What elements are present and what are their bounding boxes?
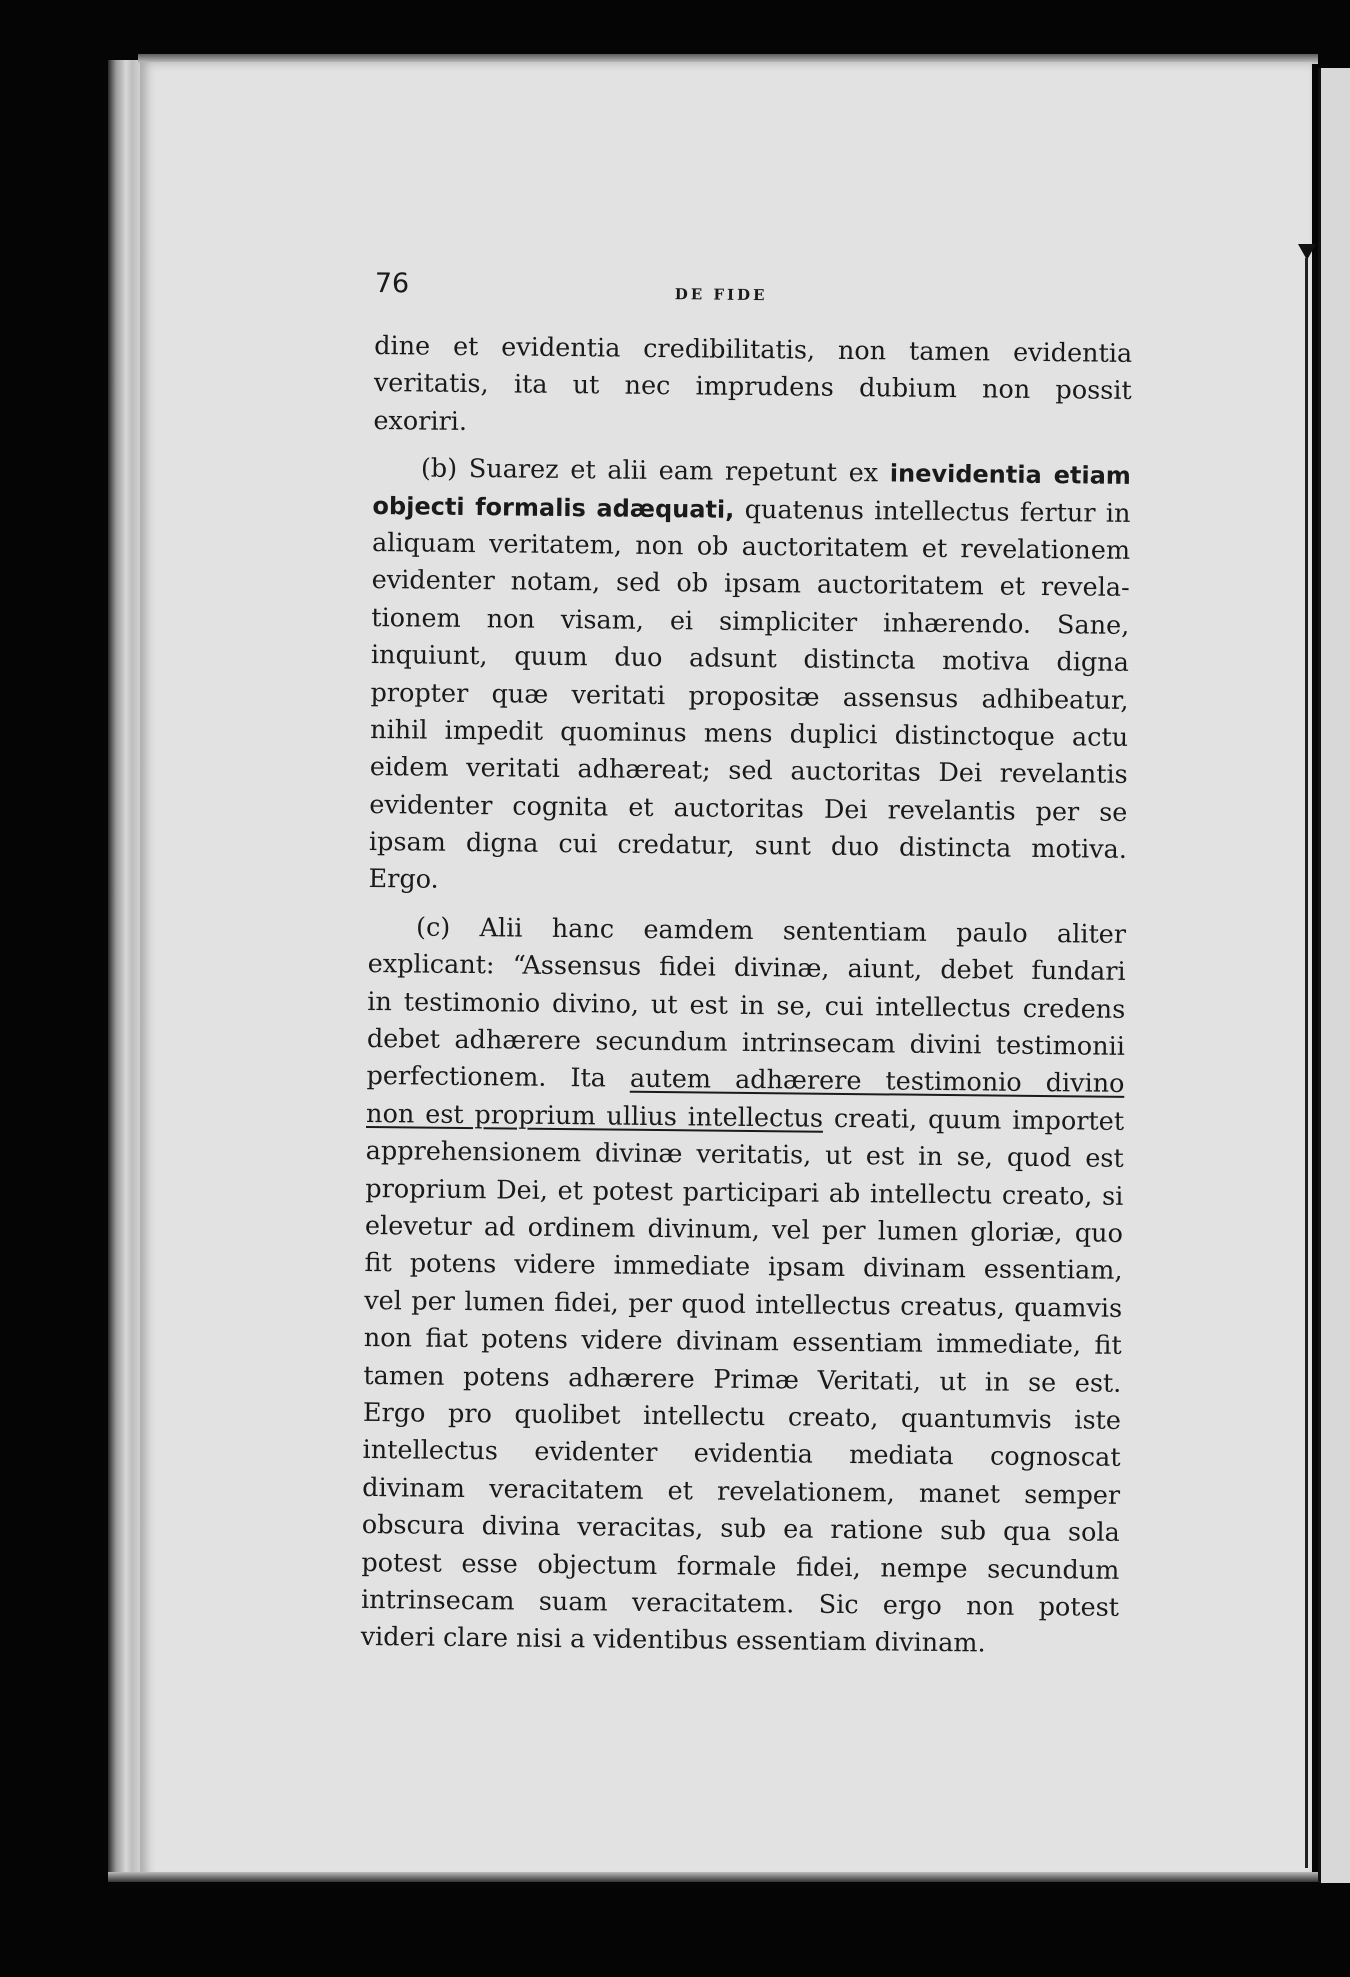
text-segment: creati, quum importet (822, 1103, 1125, 1137)
text-line: propter quæ veritati propositæ assensus adhibeatur, (370, 677, 1129, 716)
text-line: proprium Dei, et potest participari ab intellectu creato, si (365, 1173, 1124, 1212)
text-line: tamen potens adhærere Primæ Veritati, ut in se est. (363, 1360, 1122, 1399)
running-head: DE FIDE (674, 285, 768, 305)
text-line: intellectus evidenter evidentia mediata cognoscat (362, 1435, 1121, 1474)
body-text (360, 328, 1132, 1665)
text-segment: perfectionem. Ita (366, 1061, 631, 1095)
page-number: 76 (374, 268, 410, 300)
opposite-page-edge (1318, 68, 1350, 1883)
text-line: evidenter cognita et auctoritas Dei revelantis per se (369, 789, 1128, 828)
text-line: fit potens videre immediate ipsam divinam essentiam, (364, 1248, 1123, 1287)
text-line: dine et evidentia credibilitatis, non tamen evidentia (374, 330, 1133, 369)
text-line: tionem non visam, ei simpliciter inhærendo. Sane, (371, 602, 1130, 641)
bold-phrase: inevidentia etiam (889, 459, 1132, 491)
text-line: non fiat potens videre divinam essentiam immediate, fit (363, 1323, 1122, 1362)
text-line: ipsam digna cui credatur, sunt duo distincta motiva. (368, 827, 1128, 865)
text-line: (c) Alii hanc eamdem sententiam paulo aliter (415, 912, 1127, 950)
text-line: evidenter notam, sed ob ipsam auctoritatem et revela- (371, 565, 1130, 604)
text-line: in testimonio divino, ut est in se, cui intellectus credens (367, 986, 1126, 1025)
paragraph (373, 328, 1132, 448)
text-line: nihil impedit quominus mens duplici distinctoque actu (370, 714, 1129, 753)
text-line: potest esse objectum formale fidei, nempe secundum (361, 1547, 1120, 1586)
text-line: aliquam veritatem, non ob auctoritatem et revelationem (371, 527, 1131, 566)
text-line: obscura divina veracitas, sub ea ratione sub qua sola (361, 1510, 1120, 1548)
text-segment: quatenus intellectus fertur in (734, 494, 1131, 529)
bold-phrase: objecti formalis adæquati, (372, 491, 735, 524)
text-line: eidem veritati adhæreat; sed auctoritas Dei revelantis (369, 752, 1128, 791)
text-line: videri clare nisi a videntibus essentiam divinam. (360, 1622, 986, 1659)
underlined-phrase: non est proprium ullius intellectus (365, 1098, 824, 1134)
text-line: debet adhærere secundum intrinsecam divini testimonii (366, 1023, 1126, 1062)
page-text-block (360, 268, 1133, 1665)
paragraph (368, 450, 1131, 907)
text-line: divinam veracitatem et revelationem, manet semper (362, 1472, 1121, 1511)
text-line: intrinsecam suam veracitatem. Sic ergo non potest (360, 1584, 1120, 1623)
text-line: Ergo pro quolibet intellectu creato, quantumvis iste (362, 1397, 1122, 1436)
underlined-phrase: autem adhærere testimonio divino (629, 1064, 1125, 1100)
gutter-line (1305, 258, 1308, 1868)
paragraph (360, 909, 1126, 1665)
text-line: inquiunt, quum duo adsunt distincta motiva digna (370, 640, 1130, 679)
page-header (374, 268, 1133, 336)
text-line: explicant: “Assensus fidei divinæ, aiunt, debet fundari (367, 949, 1126, 988)
text-line: vel per lumen fidei, per quod intellectus creatus, quamvis (364, 1285, 1123, 1324)
text-line: elevetur ad ordinem divinum, vel per lumen gloriæ, quo (364, 1210, 1124, 1249)
text-line: Ergo. (368, 864, 439, 896)
text-line: apprehensionem divinæ veritatis, ut est in se, quod est (365, 1136, 1124, 1175)
text-segment: (b) Suarez et alii eam repetunt ex (420, 453, 891, 489)
page-bottom-edge (108, 1872, 1318, 1882)
text-line: exoriri. (373, 405, 468, 437)
text-line: veritatis, ita ut nec imprudens dubium non possit (373, 368, 1132, 407)
